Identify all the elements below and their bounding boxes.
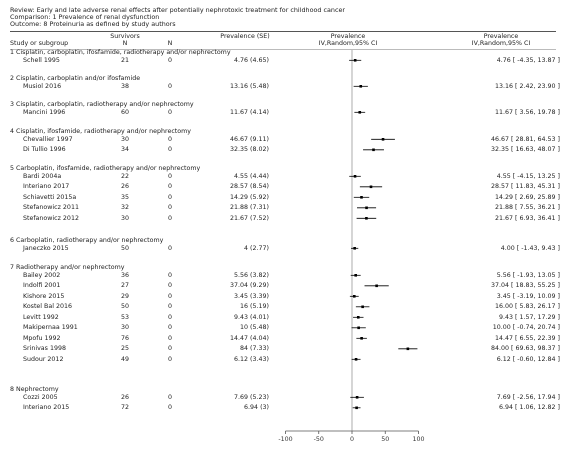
ci-text: 37.04 [ 18.83, 55.25 ] [490, 282, 560, 290]
subgroup-label: 3 Cisplatin, carboplatin, radiotherapy and/or nephrectomy [10, 101, 194, 108]
point-estimate [354, 274, 357, 277]
ci-text: 10.00 [ -0.74, 20.74 ] [492, 324, 560, 332]
subgroup-label: 4 Cisplatin, ifosfamide, radiotherapy and/or nephrectomy [10, 128, 191, 135]
x-tick-label: 100 [412, 436, 425, 443]
total-n: 0 [167, 146, 172, 154]
total-n: 0 [167, 108, 172, 116]
total-n: 0 [167, 204, 172, 212]
prevalence-se: 6.12 (3.43) [234, 355, 269, 363]
ci-text: 46.67 [ 28.81, 64.53 ] [490, 135, 560, 143]
column-header-survivors-n: N [122, 40, 128, 47]
column-header-survivors: Survivors [110, 33, 140, 40]
survivors-n: 38 [120, 82, 129, 90]
point-estimate [357, 327, 360, 330]
study-name: Stefanowicz 2012 [23, 214, 79, 222]
point-estimate [360, 337, 363, 340]
prevalence-se: 13.16 (5.48) [230, 82, 269, 90]
point-estimate [365, 207, 368, 210]
point-estimate [355, 407, 358, 410]
prevalence-se: 10 (5.48) [240, 324, 269, 332]
survivors-n: 35 [120, 193, 129, 201]
total-n: 0 [167, 355, 172, 363]
study-name: Makipernaa 1991 [23, 324, 78, 332]
study-name: Schiavetti 2015a [23, 193, 77, 201]
prevalence-se: 46.67 (9.11) [230, 135, 269, 143]
total-n: 0 [167, 214, 172, 222]
subgroup-label: 2 Cisplatin, carboplatin and/or ifosfamide [10, 75, 141, 82]
x-tick-label: -50 [313, 436, 324, 443]
point-estimate [407, 348, 410, 351]
study-name: Musiol 2016 [23, 82, 62, 90]
study-name: Indolfi 2001 [23, 282, 61, 290]
total-n: 0 [167, 172, 172, 180]
total-n: 0 [167, 393, 172, 401]
ci-text: 4.00 [ -1.43, 9.43 ] [500, 244, 560, 252]
prevalence-se: 3.45 (3.39) [234, 292, 269, 300]
prevalence-se: 21.67 (7.52) [230, 214, 269, 222]
point-estimate [360, 196, 363, 199]
point-estimate [359, 85, 362, 88]
prevalence-se: 32.35 (8.02) [230, 146, 269, 154]
prevalence-se: 4 (2.77) [244, 244, 269, 252]
point-estimate [354, 59, 357, 62]
ci-text: 14.29 [ 2.69, 25.89 ] [495, 193, 560, 201]
point-estimate [353, 295, 356, 298]
point-estimate [370, 186, 373, 189]
study-name: Srinivas 1998 [23, 345, 66, 353]
point-estimate [357, 316, 360, 319]
subgroup-label: 7 Radiotherapy and/or nephrectomy [10, 264, 125, 271]
column-header-plot-title: Prevalence [330, 33, 366, 40]
study-name: Mancini 1996 [23, 108, 66, 116]
study-name: Janeczko 2015 [23, 244, 69, 252]
total-n: 0 [167, 244, 172, 252]
prevalence-se: 14.29 (5.92) [230, 193, 269, 201]
ci-text: 4.55 [ -4.15, 13.25 ] [496, 172, 560, 180]
study-name: Interiano 2017 [23, 183, 70, 191]
prevalence-se: 9.43 (4.01) [234, 313, 269, 321]
study-name: Stefanowicz 2011 [23, 204, 79, 212]
review-title: Review: Early and late adverse renal effects after potentially nephrotoxic treatment for childhood cancer [10, 6, 346, 14]
point-estimate [375, 285, 378, 288]
point-estimate [382, 138, 385, 141]
ci-text: 6.94 [ 1.06, 12.82 ] [499, 404, 560, 412]
study-name: Di Tullio 1996 [23, 146, 66, 154]
survivors-n: 22 [120, 172, 129, 180]
ci-text: 84.00 [ 69.63, 98.37 ] [490, 345, 560, 353]
ci-text: 28.57 [ 11.83, 45.31 ] [490, 183, 560, 191]
x-tick-label: 0 [349, 436, 355, 443]
ci-text: 3.45 [ -3.19, 10.09 ] [496, 292, 560, 300]
column-header-n: N [167, 40, 173, 47]
total-n: 0 [167, 324, 172, 332]
survivors-n: 60 [120, 108, 129, 116]
total-n: 0 [167, 313, 172, 321]
subgroup-label: 1 Cisplatin, carboplatin, ifosfamide, radiotherapy and/or nephrectomy [10, 49, 231, 56]
subgroup-label: 8 Nephrectomy [10, 386, 59, 393]
survivors-n: 30 [120, 324, 129, 332]
prevalence-se: 4.76 (4.65) [234, 56, 269, 64]
survivors-n: 26 [120, 393, 129, 401]
study-name: Mpofu 1992 [23, 334, 61, 342]
study-name: Kishore 2015 [23, 292, 65, 300]
survivors-n: 30 [120, 135, 129, 143]
point-estimate [354, 175, 357, 178]
prevalence-se: 14.47 (4.04) [230, 334, 269, 342]
ci-text: 21.67 [ 6.93, 36.41 ] [495, 214, 560, 222]
total-n: 0 [167, 183, 172, 191]
survivors-n: 27 [120, 282, 129, 290]
prevalence-se: 6.94 (3) [244, 404, 269, 412]
point-estimate [358, 111, 361, 114]
study-name: Schell 1995 [23, 56, 60, 64]
survivors-n: 25 [120, 345, 129, 353]
column-header-prevalence-se: Prevalence (SE) [220, 33, 270, 40]
subgroup-label: 5 Carboplatin, ifosfamide, radiotherapy and/or nephrectomy [10, 165, 201, 172]
survivors-n: 50 [120, 303, 129, 311]
survivors-n: 36 [120, 271, 129, 279]
prevalence-se: 7.69 (5.23) [234, 393, 269, 401]
prevalence-se: 4.55 (4.44) [234, 172, 269, 180]
point-estimate [353, 247, 356, 250]
survivors-n: 29 [120, 292, 129, 300]
ci-text: 7.69 [ -2.56, 17.94 ] [496, 393, 560, 401]
total-n: 0 [167, 282, 172, 290]
outcome-title: Outcome: 8 Proteinuria as defined by study authors [10, 20, 176, 28]
survivors-n: 30 [120, 214, 129, 222]
total-n: 0 [167, 303, 172, 311]
survivors-n: 72 [120, 404, 129, 412]
prevalence-se: 16 (5.19) [240, 303, 269, 311]
column-header-plot-subtitle: IV,Random,95% CI [318, 40, 378, 47]
column-header-ci-subtitle: IV,Random,95% CI [471, 40, 531, 47]
x-tick-label: -100 [278, 436, 293, 443]
column-header-study: Study or subgroup [10, 40, 69, 47]
ci-text: 4.76 [ -4.35, 13.87 ] [496, 56, 560, 64]
survivors-n: 26 [120, 183, 129, 191]
survivors-n: 34 [120, 146, 129, 154]
total-n: 0 [167, 292, 172, 300]
survivors-n: 53 [120, 313, 129, 321]
total-n: 0 [167, 345, 172, 353]
ci-text: 9.43 [ 1.57, 17.29 ] [499, 313, 560, 321]
study-name: Levitt 1992 [23, 313, 59, 321]
prevalence-se: 37.04 (9.29) [230, 282, 269, 290]
total-n: 0 [167, 82, 172, 90]
prevalence-se: 5.56 (3.82) [234, 271, 269, 279]
study-name: Chevallier 1997 [23, 135, 73, 143]
study-name: Kostel Bal 2016 [23, 303, 72, 311]
point-estimate [365, 217, 368, 220]
comparison-title: Comparison: 1 Prevalence of renal dysfunction [10, 13, 160, 21]
ci-text: 5.56 [ -1.93, 13.05 ] [496, 271, 560, 279]
x-tick-label: 50 [381, 436, 390, 443]
ci-text: 6.12 [ -0.60, 12.84 ] [496, 355, 560, 363]
ci-text: 13.16 [ 2.42, 23.90 ] [495, 82, 560, 90]
total-n: 0 [167, 271, 172, 279]
survivors-n: 50 [120, 244, 129, 252]
total-n: 0 [167, 334, 172, 342]
point-estimate [355, 358, 358, 361]
prevalence-se: 11.67 (4.14) [230, 108, 269, 116]
total-n: 0 [167, 193, 172, 201]
study-name: Cozzi 2005 [23, 393, 58, 401]
column-header-ci-title: Prevalence [483, 33, 519, 40]
ci-text: 21.88 [ 7.55, 36.21 ] [495, 204, 560, 212]
study-name: Sudour 2012 [23, 355, 64, 363]
study-name: Bardi 2004a [23, 172, 62, 180]
total-n: 0 [167, 135, 172, 143]
prevalence-se: 84 (7.33) [240, 345, 269, 353]
ci-text: 16.00 [ 5.83, 26.17 ] [495, 303, 560, 311]
survivors-n: 21 [120, 56, 129, 64]
study-name: Bailey 2002 [23, 271, 61, 279]
survivors-n: 32 [120, 204, 129, 212]
subgroup-label: 6 Carboplatin, radiotherapy and/or nephrectomy [10, 237, 164, 244]
point-estimate [356, 396, 359, 399]
total-n: 0 [167, 404, 172, 412]
total-n: 0 [167, 56, 172, 64]
prevalence-se: 21.88 (7.31) [230, 204, 269, 212]
study-name: Interiano 2015 [23, 404, 70, 412]
prevalence-se: 28.57 (8.54) [230, 183, 269, 191]
survivors-n: 76 [120, 334, 129, 342]
point-estimate [361, 306, 364, 309]
ci-text: 32.35 [ 16.63, 48.07 ] [490, 146, 560, 154]
ci-text: 14.47 [ 6.55, 22.39 ] [495, 334, 560, 342]
point-estimate [372, 149, 375, 152]
ci-text: 11.67 [ 3.56, 19.78 ] [495, 108, 560, 116]
survivors-n: 49 [120, 355, 129, 363]
